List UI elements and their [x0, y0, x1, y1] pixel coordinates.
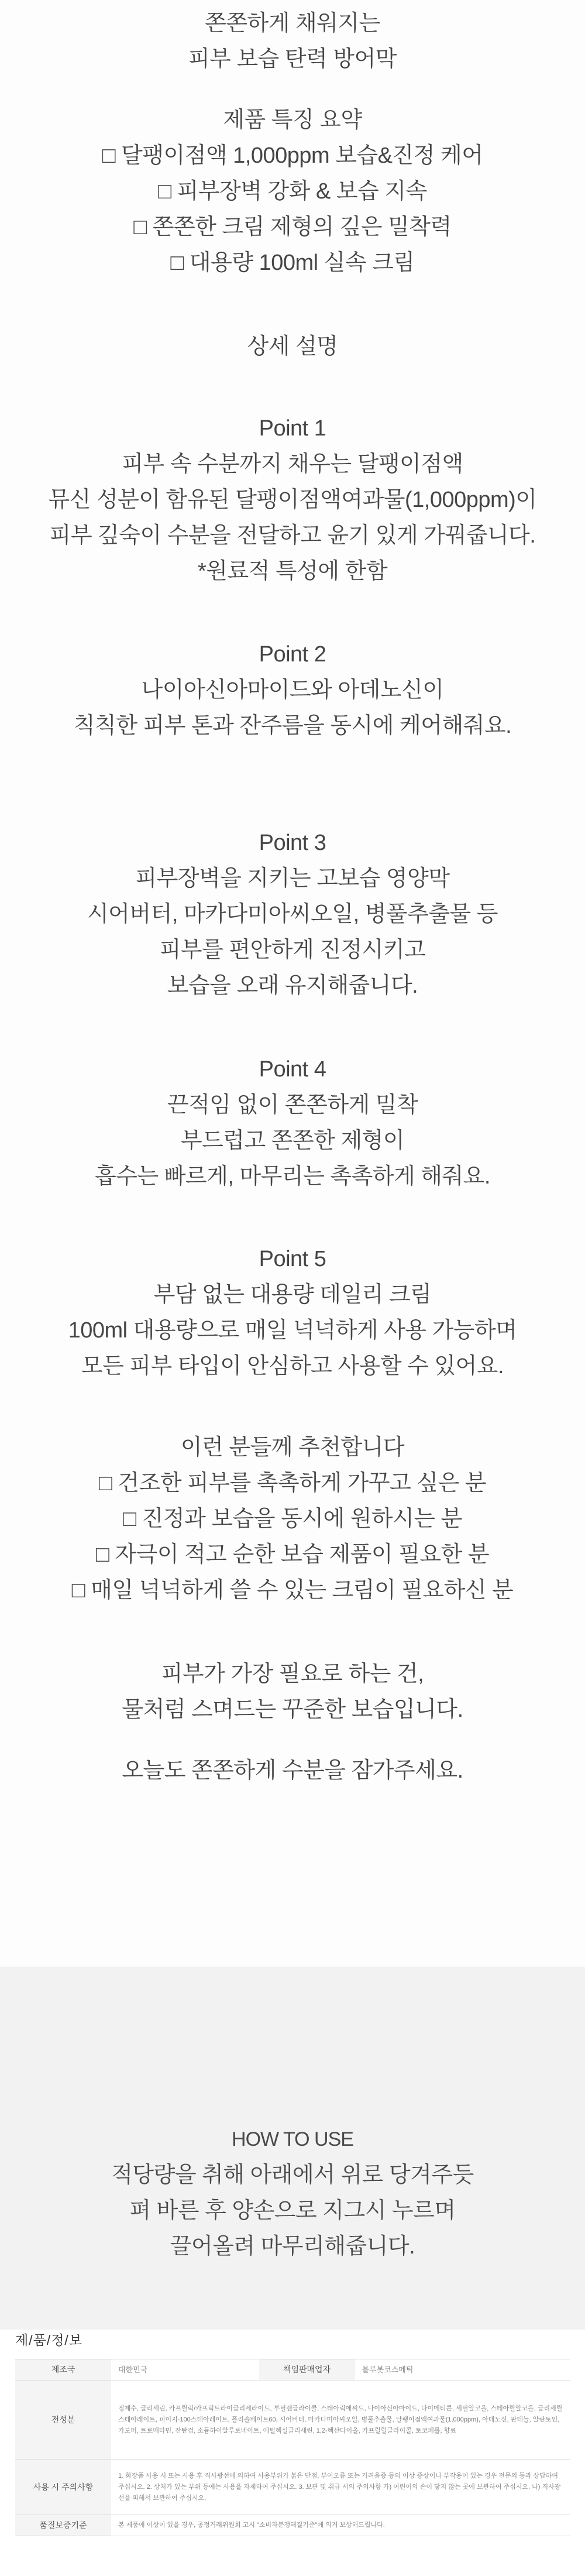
- point-line: 피부 깊숙이 수분을 전달하고 윤기 있게 가꿔줍니다.: [49, 523, 536, 548]
- point-line: 부담 없는 대용량 데일리 크림: [153, 1282, 432, 1307]
- detail-title: 상세 설명: [247, 334, 338, 359]
- seller-label: 책임판매업자: [259, 2359, 355, 2381]
- point-title: Point 4: [259, 1057, 326, 1082]
- point-line: 끈적임 없이 쫀쫀하게 밀착: [167, 1093, 418, 1117]
- caution-label: 사용 시 주의사항: [15, 2460, 111, 2515]
- point-5: [0, 1241, 585, 1384]
- table-row: [15, 2460, 570, 2515]
- warranty-label: 품질보증기준: [15, 2515, 111, 2536]
- intro-line: 피부 보습 탄력 방어막: [188, 47, 397, 71]
- point-line: 피부 속 수분까지 채우는 달팽이점액: [122, 452, 463, 476]
- how-to-use-line: 끌어올려 마무리해줍니다.: [170, 2234, 415, 2259]
- final-block: [0, 1753, 585, 1789]
- summary-item: □ 대용량 100ml 실속 크림: [170, 251, 415, 275]
- product-info-table: [15, 2359, 570, 2536]
- point-line: 칙칙한 피부 톤과 잔주름을 동시에 케어해줘요.: [73, 714, 512, 738]
- how-to-use-section: [0, 1967, 585, 2330]
- point-3: [0, 825, 585, 1004]
- how-to-use-title: HOW TO USE: [232, 2128, 353, 2150]
- point-line: 모든 피부 타입이 안심하고 사용할 수 있어요.: [81, 1354, 504, 1378]
- caution-value: 1. 화장품 사용 시 또는 사용 후 직사광선에 의하여 사용부위가 붉은 반점, 부어오름 또는 가려움증 등의 이상 증상이나 부작용이 있는 경우 전문의 등과 상담하여 주십시오. 2. 상처가 있는 부위 등에는 사용을 자제하여 주십시오. 3. 보관 및 취급 시의 주의사항 가) 어린이의 손이 닿지 않는 곳에 보관하여 주십시오. 나) 직사광선을 피해서 보관하여 주십시오.: [111, 2460, 570, 2515]
- point-line: 100ml 대용량으로 매일 넉넉하게 사용 가능하며: [68, 1318, 517, 1343]
- summary-block: [0, 102, 585, 281]
- product-info-section: [0, 2330, 585, 2576]
- seller-value: 블루봇코스메틱: [355, 2359, 570, 2381]
- point-title: Point 5: [259, 1247, 326, 1271]
- point-title: Point 3: [259, 831, 326, 855]
- origin-value: 대한민국: [111, 2359, 259, 2381]
- point-title: Point 1: [259, 416, 326, 441]
- point-line: 뮤신 성분이 함유된 달팽이점액여과물(1,000ppm)이: [48, 488, 537, 512]
- origin-label: 제조국: [15, 2359, 111, 2381]
- point-title: Point 2: [259, 642, 326, 667]
- table-row: [15, 2515, 570, 2536]
- point-line: 시어버터, 마카다미아씨오일, 병풀추출물 등: [87, 902, 498, 927]
- summary-item: □ 쫀쫀한 크림 제형의 깊은 밀착력: [133, 215, 452, 239]
- closing-line: 피부가 가장 필요로 하는 건,: [161, 1662, 424, 1686]
- recommend-item: □ 매일 넉넉하게 쓸 수 있는 크림이 필요하신 분: [71, 1578, 514, 1603]
- table-row: [15, 2381, 570, 2460]
- table-row: [15, 2359, 570, 2381]
- recommend-title: 이런 분들께 추천합니다: [180, 1435, 405, 1460]
- summary-item: □ 피부장벽 강화 & 보습 지속: [158, 179, 427, 204]
- how-to-use-block: [0, 2122, 585, 2265]
- summary-item: □ 달팽이점액 1,000ppm 보습&진정 케어: [102, 143, 483, 168]
- intro-line: 쫀쫀하게 채워지는: [205, 11, 380, 36]
- recommend-item: □ 자극이 적고 순한 보습 제품이 필요한 분: [95, 1542, 490, 1567]
- product-info-title: 제/품/정/보: [15, 2333, 83, 2348]
- recommend-item: □ 진정과 보습을 동시에 원하시는 분: [123, 1507, 462, 1531]
- point-line: 보습을 오래 유지해줍니다.: [167, 973, 418, 998]
- point-line: 피부장벽을 지키는 고보습 영양막: [135, 866, 450, 891]
- point-line: 나이아신아마이드와 아데노신이: [141, 678, 444, 702]
- ingredients-label: 전성분: [15, 2381, 111, 2460]
- warranty-value: 본 제품에 이상이 있을 경우, 공정거래위원회 고시 "소비자분쟁해결기준"에 의거 보상해드립니다.: [111, 2515, 570, 2536]
- how-to-use-line: 펴 바른 후 양손으로 지그시 누르며: [129, 2198, 456, 2223]
- point-line: 흡수는 빠르게, 마무리는 촉촉하게 해줘요.: [95, 1164, 490, 1189]
- ingredients-value: 정제수, 글리세린, 카프릴릭/카프릭트라이글리세라이드, 부틸렌글라이콜, 스테아릭애씨드, 나이아신아마이드, 다이메티콘, 세틸알코올, 스테아릴알코올, 글리세릴스테아레이트, 피이지-100스테아레이트, 폴리솔베이트60, 시어버터, 마카다미아씨오일, 병풀추출물, 달팽이점액여과물(1,000ppm), 아데노신, 판테놀, 알란토인, 카보머, 트로메타민, 잔탄검, 소듐하이알루로네이트, 에틸헥실글리세린, 1,2-헥산다이올, 카프릴릴글라이콜, 토코페롤, 향료: [111, 2381, 570, 2460]
- intro-block: [0, 6, 585, 77]
- point-line: *원료적 특성에 한함: [197, 559, 388, 584]
- closing-line: 물처럼 스며드는 꾸준한 보습입니다.: [122, 1697, 463, 1722]
- how-to-use-line: 적당량을 취해 아래에서 위로 당겨주듯: [111, 2163, 474, 2187]
- closing-block: [0, 1656, 585, 1728]
- point-1: [0, 411, 585, 589]
- detail-title-block: [0, 329, 585, 365]
- final-line: 오늘도 쫀쫀하게 수분을 잠가주세요.: [122, 1758, 463, 1783]
- summary-title: 제품 특징 요약: [223, 108, 362, 132]
- point-line: 부드럽고 쫀쫀한 제형이: [180, 1128, 405, 1153]
- point-line: 피부를 편안하게 진정시키고: [159, 938, 426, 962]
- recommend-block: [0, 1430, 585, 1608]
- point-2: [0, 637, 585, 744]
- point-4: [0, 1052, 585, 1195]
- recommend-item: □ 건조한 피부를 촉촉하게 가꾸고 싶은 분: [98, 1471, 487, 1495]
